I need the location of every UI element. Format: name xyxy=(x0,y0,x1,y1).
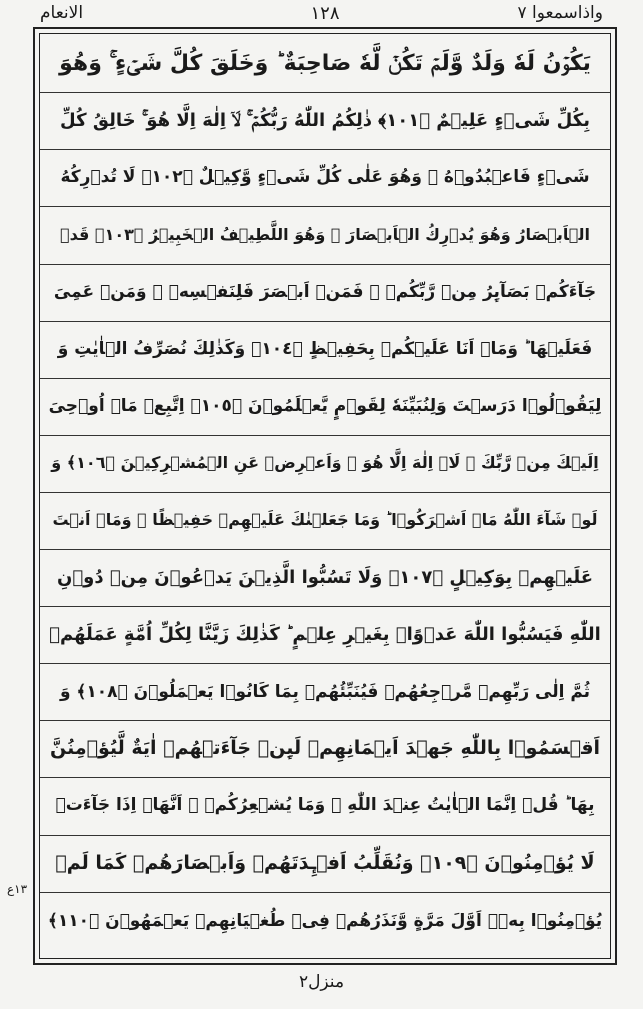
manzil-footer: منزل٢ xyxy=(298,972,345,992)
verse-line-11: اللّٰهِ فَيَسُبُّوا اللّٰهَ عَدۡوًاۢ بِغَيۡرِ عِلۡمٍ ؕ كَذٰلِكَ زَيَّنَّا لِكُلِّ اُمَّةٍ عَمَلَهُمۡ xyxy=(40,605,610,664)
ruku-marker: ١٣ع xyxy=(6,882,28,896)
verse-line-2: بِكُلِّ شَىۡءٍ عَلِيۡمٌ ﴿١٠١﴾ ذٰلِكُمُ اللّٰهُ رَبُّكُمۡ ۚ لَاۤ اِلٰهَ اِلَّا هُوَ ۚ خَالِقُ كُلِّ xyxy=(40,91,610,150)
verse-line-7: لِيَقُوۡلُوۡا دَرَسۡتَ وَلِنُبَيِّنَهٗ لِقَوۡمٍ يَّعۡلَمُوۡنَ ﴿١٠٥﴾ اِتَّبِعۡ مَاۤ اُوۡحِىَ xyxy=(40,377,610,436)
page-number: ١٢٨ xyxy=(310,3,340,24)
verse-line-15: لَا يُؤۡمِنُوۡنَ ﴿١٠٩﴾ وَنُقَلِّبُ اَفۡـِٕدَتَهُمۡ وَاَبۡصَارَهُمۡ كَمَا لَمۡ xyxy=(40,833,610,892)
text-frame-inner xyxy=(39,33,611,959)
verse-line-16: يُؤۡمِنُوۡا بِهٖۤ اَوَّلَ مَرَّةٍ وَّنَذَرُهُمۡ فِىۡ طُغۡيَانِهِمۡ يَعۡمَهُوۡنَ ﴿١١٠﴾ xyxy=(47,910,603,931)
verse-line-10: عَلَيۡهِمۡ بِوَكِيۡلٍ ﴿١٠٧﴾ وَلَا تَسُبُّوا الَّذِيۡنَ يَدۡعُوۡنَ مِنۡ دُوۡنِ xyxy=(40,548,610,607)
text-frame xyxy=(33,27,617,965)
verse-line-4: الۡاَبۡصَارُ وَهُوَ يُدۡرِكُ الۡاَبۡصَارَ ۚ وَهُوَ اللَّطِيۡفُ الۡخَبِيۡرُ ﴿١٠٣﴾ قَدۡ xyxy=(40,205,610,264)
verse-line-5: جَآءَكُمۡ بَصَآٮِٕرُ مِنۡ رَّبِّكُمۡ ۚ فَمَنۡ اَبۡصَرَ فَلِنَفۡسِهٖ ۚ وَمَنۡ عَمِىَ xyxy=(40,262,610,321)
juz-name: واذاسمعوا ٧ xyxy=(517,3,603,23)
page-header xyxy=(0,0,643,30)
verse-line-9: لَوۡ شَآءَ اللّٰهُ مَاۤ اَشۡرَكُوۡا ؕ وَمَا جَعَلۡنٰكَ عَلَيۡهِمۡ حَفِيۡظًا ۚ وَمَاۤ اَنۡتَ xyxy=(40,491,610,550)
verse-line-6: فَعَلَيۡهَا ؕ وَمَاۤ اَنَا عَلَيۡكُمۡ بِحَفِيۡظٍ ﴿١٠٤﴾ وَكَذٰلِكَ نُصَرِّفُ الۡاٰيٰتِ وَ xyxy=(40,320,610,379)
verse-line-3: شَىۡءٍ فَاعۡبُدُوۡهُ ۚ وَهُوَ عَلٰى كُلِّ شَىۡءٍ وَّكِيۡلٌ ﴿١٠٢﴾ لَا تُدۡرِكُهُ xyxy=(40,148,610,207)
verse-line-14: بِهَا ؕ قُلۡ اِنَّمَا الۡاٰيٰتُ عِنۡدَ اللّٰهِ ۚ وَمَا يُشۡعِرُكُمۡ ۙ اَنَّهَاۤ اِذَا جَآءَتۡ xyxy=(40,776,610,835)
verse-line-8: اِلَيۡكَ مِنۡ رَّبِّكَ ۚ لَاۤ اِلٰهَ اِلَّا هُوَ ۚ وَاَعۡرِضۡ عَنِ الۡمُشۡرِكِيۡنَ ﴿١٠٦﴾ وَ xyxy=(40,434,610,493)
verse-line-12: ثُمَّ اِلٰى رَبِّهِمۡ مَّرۡجِعُهُمۡ فَيُنَبِّئُهُمۡ بِمَا كَانُوۡا يَعۡمَلُوۡنَ ﴿١٠٨﴾ وَ xyxy=(40,662,610,721)
verse-line-13: اَقۡسَمُوۡا بِاللّٰهِ جَهۡدَ اَيۡمَانِهِمۡ لَٮِٕنۡ جَآءَتۡهُمۡ اٰيَةٌ لَّيُؤۡمِنُنَّ xyxy=(40,719,610,778)
verse-lines xyxy=(40,34,610,958)
surah-name: الانعام xyxy=(40,3,84,23)
verse-line-1: يَكُوۡنُ لَهٗ وَلَدٌ وَّلَمۡ تَكُنۡ لَّهٗ صَاحِبَةٌ ؕ وَخَلَقَ كُلَّ شَىۡءٍ ۚ وَهُوَ xyxy=(40,34,610,93)
